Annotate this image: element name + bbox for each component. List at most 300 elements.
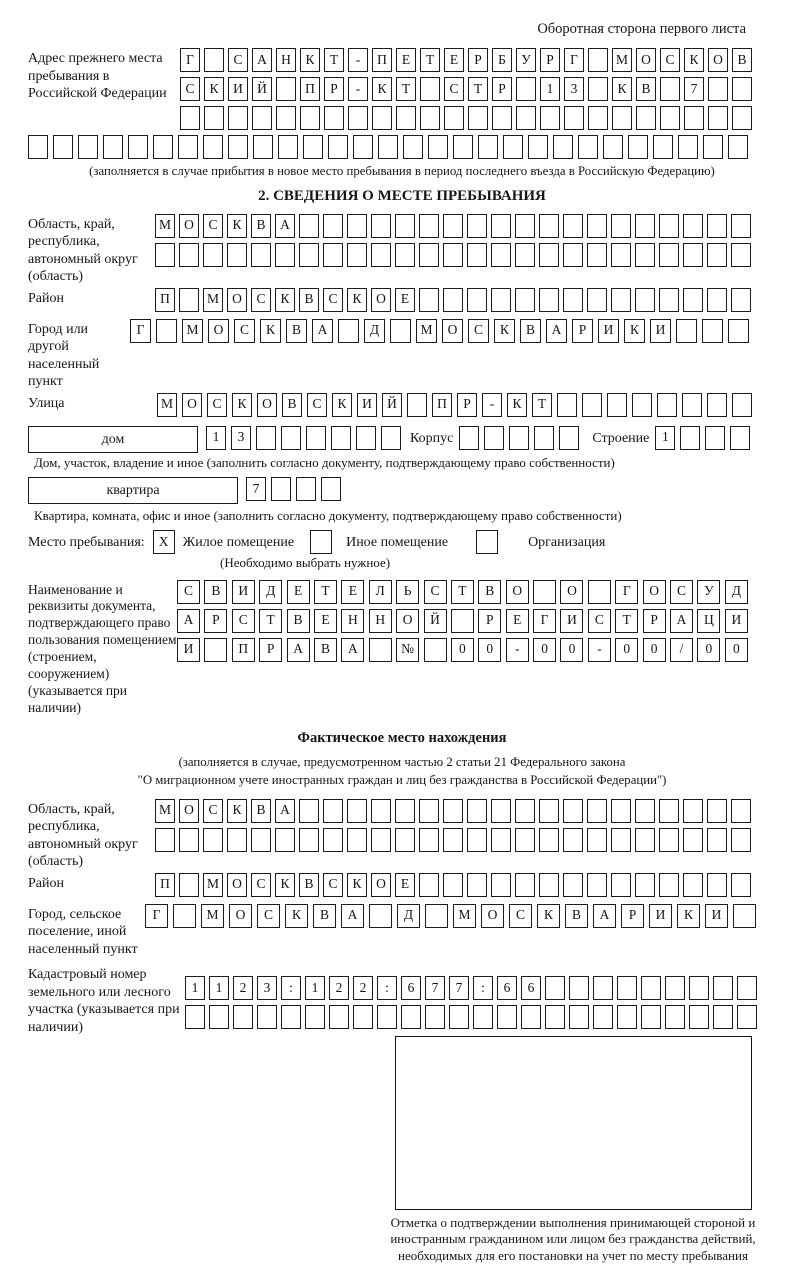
street-row[interactable] <box>157 393 757 417</box>
char-box[interactable] <box>253 135 273 159</box>
char-box[interactable]: А <box>341 638 364 662</box>
char-box[interactable] <box>678 135 698 159</box>
char-box[interactable] <box>563 288 583 312</box>
char-box[interactable] <box>299 799 319 823</box>
char-box[interactable]: О <box>227 288 247 312</box>
char-box[interactable] <box>553 135 573 159</box>
region2-row-2[interactable] <box>155 828 755 852</box>
char-box[interactable] <box>569 1005 589 1029</box>
char-box[interactable]: С <box>251 288 271 312</box>
char-box[interactable]: Е <box>395 873 415 897</box>
char-box[interactable] <box>563 799 583 823</box>
char-box[interactable]: Й <box>382 393 402 417</box>
char-box[interactable] <box>515 873 535 897</box>
char-box[interactable] <box>539 799 559 823</box>
char-box[interactable] <box>323 243 343 267</box>
document-row-1[interactable] <box>177 580 752 604</box>
char-box[interactable]: : <box>377 976 397 1000</box>
char-box[interactable]: О <box>643 580 666 604</box>
char-box[interactable]: И <box>649 904 672 928</box>
char-box[interactable] <box>659 799 679 823</box>
char-box[interactable]: Р <box>324 77 344 101</box>
char-box[interactable]: И <box>560 609 583 633</box>
char-box[interactable] <box>299 243 319 267</box>
char-box[interactable] <box>306 426 326 450</box>
char-box[interactable]: К <box>227 799 247 823</box>
char-box[interactable] <box>635 799 655 823</box>
char-box[interactable]: К <box>204 77 224 101</box>
char-box[interactable] <box>728 135 748 159</box>
char-box[interactable] <box>251 828 271 852</box>
char-box[interactable]: О <box>371 288 391 312</box>
char-box[interactable] <box>256 426 276 450</box>
char-box[interactable] <box>467 828 487 852</box>
char-box[interactable] <box>732 106 752 130</box>
char-box[interactable] <box>683 288 703 312</box>
char-box[interactable]: М <box>203 873 223 897</box>
char-box[interactable]: Н <box>341 609 364 633</box>
char-box[interactable] <box>278 135 298 159</box>
char-box[interactable] <box>444 106 464 130</box>
char-box[interactable] <box>401 1005 421 1029</box>
char-box[interactable] <box>593 1005 613 1029</box>
char-box[interactable] <box>593 976 613 1000</box>
char-box[interactable]: 3 <box>564 77 584 101</box>
char-box[interactable]: Р <box>457 393 477 417</box>
char-box[interactable] <box>281 426 301 450</box>
char-box[interactable] <box>467 243 487 267</box>
char-box[interactable]: Д <box>364 319 385 343</box>
char-box[interactable]: Н <box>369 609 392 633</box>
char-box[interactable]: В <box>313 904 336 928</box>
char-box[interactable]: М <box>201 904 224 928</box>
prev-address-row-4[interactable] <box>28 135 776 159</box>
char-box[interactable]: С <box>234 319 255 343</box>
char-box[interactable]: 0 <box>533 638 556 662</box>
char-box[interactable] <box>467 873 487 897</box>
char-box[interactable]: / <box>670 638 693 662</box>
char-box[interactable] <box>179 828 199 852</box>
char-box[interactable] <box>251 243 271 267</box>
char-box[interactable]: А <box>287 638 310 662</box>
char-box[interactable] <box>707 288 727 312</box>
char-box[interactable]: Д <box>259 580 282 604</box>
char-box[interactable] <box>78 135 98 159</box>
char-box[interactable] <box>587 243 607 267</box>
char-box[interactable]: В <box>520 319 541 343</box>
char-box[interactable]: 2 <box>233 976 253 1000</box>
char-box[interactable]: А <box>312 319 333 343</box>
char-box[interactable]: 3 <box>231 426 251 450</box>
char-box[interactable] <box>683 799 703 823</box>
char-box[interactable]: И <box>232 580 255 604</box>
char-box[interactable]: В <box>204 580 227 604</box>
document-row-2[interactable] <box>177 609 752 633</box>
char-box[interactable]: М <box>157 393 177 417</box>
char-box[interactable] <box>587 873 607 897</box>
char-box[interactable]: С <box>323 288 343 312</box>
char-box[interactable] <box>533 580 556 604</box>
char-box[interactable] <box>611 214 631 238</box>
char-box[interactable] <box>310 530 332 554</box>
char-box[interactable]: Б <box>492 48 512 72</box>
char-box[interactable] <box>563 828 583 852</box>
char-box[interactable] <box>563 214 583 238</box>
char-box[interactable] <box>731 828 751 852</box>
char-box[interactable]: П <box>155 873 175 897</box>
char-box[interactable]: К <box>684 48 704 72</box>
char-box[interactable]: О <box>506 580 529 604</box>
char-box[interactable]: П <box>372 48 392 72</box>
char-box[interactable]: Д <box>397 904 420 928</box>
char-box[interactable] <box>515 828 535 852</box>
char-box[interactable] <box>378 135 398 159</box>
char-box[interactable] <box>491 214 511 238</box>
char-box[interactable]: О <box>636 48 656 72</box>
char-box[interactable] <box>467 288 487 312</box>
char-box[interactable] <box>582 393 602 417</box>
char-box[interactable] <box>659 243 679 267</box>
char-box[interactable] <box>372 106 392 130</box>
char-box[interactable] <box>569 976 589 1000</box>
char-box[interactable]: Н <box>276 48 296 72</box>
char-box[interactable] <box>271 477 291 501</box>
char-box[interactable]: В <box>299 873 319 897</box>
char-box[interactable]: Е <box>287 580 310 604</box>
char-box[interactable]: П <box>155 288 175 312</box>
char-box[interactable] <box>204 106 224 130</box>
char-box[interactable] <box>703 135 723 159</box>
char-box[interactable] <box>707 214 727 238</box>
char-box[interactable]: Ь <box>396 580 419 604</box>
char-box[interactable]: С <box>203 214 223 238</box>
char-box[interactable]: К <box>332 393 352 417</box>
char-box[interactable]: - <box>588 638 611 662</box>
char-box[interactable]: : <box>281 976 301 1000</box>
char-box[interactable] <box>449 1005 469 1029</box>
char-box[interactable]: № <box>396 638 419 662</box>
char-box[interactable] <box>419 288 439 312</box>
char-box[interactable]: А <box>546 319 567 343</box>
char-box[interactable]: В <box>287 609 310 633</box>
char-box[interactable] <box>180 106 200 130</box>
char-box[interactable] <box>323 799 343 823</box>
char-box[interactable] <box>617 976 637 1000</box>
char-box[interactable]: В <box>732 48 752 72</box>
char-box[interactable] <box>491 288 511 312</box>
char-box[interactable]: 6 <box>497 976 517 1000</box>
char-box[interactable] <box>713 1005 733 1029</box>
char-box[interactable]: К <box>507 393 527 417</box>
char-box[interactable] <box>459 426 479 450</box>
char-box[interactable] <box>534 426 554 450</box>
char-box[interactable]: Л <box>369 580 392 604</box>
char-box[interactable] <box>492 106 512 130</box>
char-box[interactable] <box>653 135 673 159</box>
char-box[interactable] <box>103 135 123 159</box>
char-box[interactable] <box>603 135 623 159</box>
char-box[interactable]: 6 <box>401 976 421 1000</box>
char-box[interactable]: К <box>260 319 281 343</box>
char-box[interactable] <box>369 638 392 662</box>
char-box[interactable]: О <box>371 873 391 897</box>
char-box[interactable] <box>419 799 439 823</box>
char-box[interactable]: И <box>650 319 671 343</box>
region2-row-1[interactable] <box>155 799 755 823</box>
char-box[interactable] <box>540 106 560 130</box>
char-box[interactable] <box>611 799 631 823</box>
char-box[interactable]: Т <box>451 580 474 604</box>
char-box[interactable]: 7 <box>684 77 704 101</box>
char-box[interactable] <box>204 638 227 662</box>
char-box[interactable]: К <box>537 904 560 928</box>
char-box[interactable] <box>611 288 631 312</box>
char-box[interactable] <box>707 873 727 897</box>
char-box[interactable]: - <box>348 48 368 72</box>
char-box[interactable]: В <box>565 904 588 928</box>
char-box[interactable]: А <box>252 48 272 72</box>
char-box[interactable] <box>395 799 415 823</box>
char-box[interactable]: В <box>251 799 271 823</box>
char-box[interactable]: 1 <box>305 976 325 1000</box>
char-box[interactable]: Е <box>314 609 337 633</box>
char-box[interactable] <box>53 135 73 159</box>
char-box[interactable] <box>323 828 343 852</box>
char-box[interactable] <box>587 288 607 312</box>
char-box[interactable] <box>257 1005 277 1029</box>
char-box[interactable] <box>185 1005 205 1029</box>
char-box[interactable] <box>128 135 148 159</box>
char-box[interactable]: Р <box>259 638 282 662</box>
char-box[interactable] <box>227 828 247 852</box>
char-box[interactable]: 1 <box>209 976 229 1000</box>
char-box[interactable] <box>557 393 577 417</box>
char-box[interactable]: Т <box>259 609 282 633</box>
char-box[interactable] <box>680 426 700 450</box>
char-box[interactable]: М <box>182 319 203 343</box>
char-box[interactable] <box>708 77 728 101</box>
char-box[interactable]: Р <box>492 77 512 101</box>
char-box[interactable]: С <box>177 580 200 604</box>
char-box[interactable]: Т <box>396 77 416 101</box>
char-box[interactable] <box>588 580 611 604</box>
district-row[interactable] <box>155 288 755 312</box>
char-box[interactable]: Е <box>341 580 364 604</box>
char-box[interactable] <box>660 106 680 130</box>
char-box[interactable]: 0 <box>451 638 474 662</box>
char-box[interactable]: С <box>180 77 200 101</box>
char-box[interactable] <box>227 243 247 267</box>
char-box[interactable]: О <box>227 873 247 897</box>
char-box[interactable] <box>491 243 511 267</box>
char-box[interactable]: И <box>725 609 748 633</box>
char-box[interactable] <box>347 243 367 267</box>
char-box[interactable] <box>732 77 752 101</box>
char-box[interactable]: Г <box>130 319 151 343</box>
char-box[interactable]: 3 <box>257 976 277 1000</box>
char-box[interactable] <box>659 828 679 852</box>
char-box[interactable] <box>612 106 632 130</box>
char-box[interactable]: Г <box>564 48 584 72</box>
char-box[interactable] <box>299 828 319 852</box>
char-box[interactable] <box>737 976 757 1000</box>
char-box[interactable] <box>300 106 320 130</box>
char-box[interactable] <box>338 319 359 343</box>
char-box[interactable]: Е <box>444 48 464 72</box>
char-box[interactable] <box>347 799 367 823</box>
document-row-3[interactable] <box>177 638 752 662</box>
region-row-2[interactable] <box>155 243 755 267</box>
char-box[interactable]: Д <box>725 580 748 604</box>
cadastral-row-2[interactable] <box>185 1005 761 1029</box>
char-box[interactable] <box>733 904 756 928</box>
char-box[interactable]: К <box>275 288 295 312</box>
char-box[interactable]: О <box>396 609 419 633</box>
char-box[interactable]: - <box>348 77 368 101</box>
char-box[interactable]: Р <box>572 319 593 343</box>
char-box[interactable] <box>443 243 463 267</box>
char-box[interactable] <box>347 214 367 238</box>
char-box[interactable] <box>356 426 376 450</box>
char-box[interactable]: С <box>307 393 327 417</box>
char-box[interactable] <box>737 1005 757 1029</box>
char-box[interactable] <box>707 799 727 823</box>
char-box[interactable]: И <box>598 319 619 343</box>
char-box[interactable]: С <box>444 77 464 101</box>
char-box[interactable]: К <box>677 904 700 928</box>
char-box[interactable]: Т <box>468 77 488 101</box>
char-box[interactable] <box>396 106 416 130</box>
char-box[interactable] <box>659 288 679 312</box>
char-box[interactable] <box>607 393 627 417</box>
char-box[interactable] <box>539 243 559 267</box>
char-box[interactable] <box>707 243 727 267</box>
char-box[interactable]: Р <box>468 48 488 72</box>
char-box[interactable] <box>563 873 583 897</box>
char-box[interactable]: М <box>155 214 175 238</box>
char-box[interactable] <box>707 828 727 852</box>
char-box[interactable] <box>428 135 448 159</box>
char-box[interactable]: К <box>494 319 515 343</box>
char-box[interactable] <box>275 243 295 267</box>
char-box[interactable]: М <box>155 799 175 823</box>
char-box[interactable]: С <box>251 873 271 897</box>
char-box[interactable] <box>707 393 727 417</box>
char-box[interactable] <box>281 1005 301 1029</box>
char-box[interactable] <box>588 77 608 101</box>
char-box[interactable] <box>705 426 725 450</box>
char-box[interactable]: К <box>347 288 367 312</box>
char-box[interactable]: Й <box>424 609 447 633</box>
char-box[interactable] <box>484 426 504 450</box>
char-box[interactable] <box>659 873 679 897</box>
char-box[interactable]: А <box>275 799 295 823</box>
char-box[interactable] <box>588 106 608 130</box>
char-box[interactable] <box>451 609 474 633</box>
char-box[interactable] <box>419 214 439 238</box>
char-box[interactable]: К <box>624 319 645 343</box>
char-box[interactable]: В <box>286 319 307 343</box>
char-box[interactable] <box>276 106 296 130</box>
char-box[interactable] <box>179 288 199 312</box>
char-box[interactable] <box>478 135 498 159</box>
char-box[interactable]: О <box>442 319 463 343</box>
char-box[interactable]: 0 <box>643 638 666 662</box>
char-box[interactable]: К <box>347 873 367 897</box>
char-box[interactable]: М <box>203 288 223 312</box>
char-box[interactable] <box>348 106 368 130</box>
char-box[interactable]: С <box>424 580 447 604</box>
char-box[interactable] <box>588 48 608 72</box>
char-box[interactable] <box>179 873 199 897</box>
char-box[interactable]: П <box>300 77 320 101</box>
char-box[interactable]: И <box>228 77 248 101</box>
char-box[interactable] <box>587 214 607 238</box>
char-box[interactable]: 7 <box>425 976 445 1000</box>
char-box[interactable]: П <box>232 638 255 662</box>
char-box[interactable] <box>467 214 487 238</box>
district2-row[interactable] <box>155 873 755 897</box>
char-box[interactable] <box>659 214 679 238</box>
char-box[interactable] <box>443 288 463 312</box>
char-box[interactable] <box>578 135 598 159</box>
char-box[interactable] <box>509 426 529 450</box>
char-box[interactable] <box>628 135 648 159</box>
char-box[interactable]: Т <box>615 609 638 633</box>
char-box[interactable]: К <box>227 214 247 238</box>
char-box[interactable]: 0 <box>615 638 638 662</box>
stroenie-row[interactable] <box>655 426 755 450</box>
char-box[interactable] <box>209 1005 229 1029</box>
char-box[interactable]: М <box>453 904 476 928</box>
char-box[interactable] <box>635 873 655 897</box>
char-box[interactable] <box>371 243 391 267</box>
apartment-row[interactable] <box>246 477 346 501</box>
char-box[interactable] <box>731 288 751 312</box>
char-box[interactable] <box>539 828 559 852</box>
char-box[interactable] <box>395 243 415 267</box>
char-box[interactable] <box>425 1005 445 1029</box>
char-box[interactable]: О <box>179 799 199 823</box>
char-box[interactable]: 1 <box>206 426 226 450</box>
char-box[interactable]: С <box>670 580 693 604</box>
char-box[interactable] <box>539 288 559 312</box>
char-box[interactable] <box>545 1005 565 1029</box>
char-box[interactable] <box>403 135 423 159</box>
char-box[interactable] <box>689 976 709 1000</box>
char-box[interactable] <box>275 828 295 852</box>
char-box[interactable] <box>491 799 511 823</box>
char-box[interactable]: С <box>323 873 343 897</box>
city2-row[interactable] <box>145 904 761 928</box>
char-box[interactable] <box>516 77 536 101</box>
char-box[interactable] <box>353 135 373 159</box>
char-box[interactable] <box>683 873 703 897</box>
char-box[interactable] <box>713 976 733 1000</box>
char-box[interactable]: О <box>560 580 583 604</box>
korpus-row[interactable] <box>459 426 584 450</box>
char-box[interactable] <box>657 393 677 417</box>
char-box[interactable] <box>635 288 655 312</box>
char-box[interactable] <box>702 319 723 343</box>
char-box[interactable] <box>153 135 173 159</box>
char-box[interactable] <box>420 106 440 130</box>
char-box[interactable] <box>528 135 548 159</box>
char-box[interactable]: Р <box>540 48 560 72</box>
char-box[interactable]: А <box>593 904 616 928</box>
char-box[interactable]: 1 <box>185 976 205 1000</box>
city-row[interactable] <box>130 319 754 343</box>
